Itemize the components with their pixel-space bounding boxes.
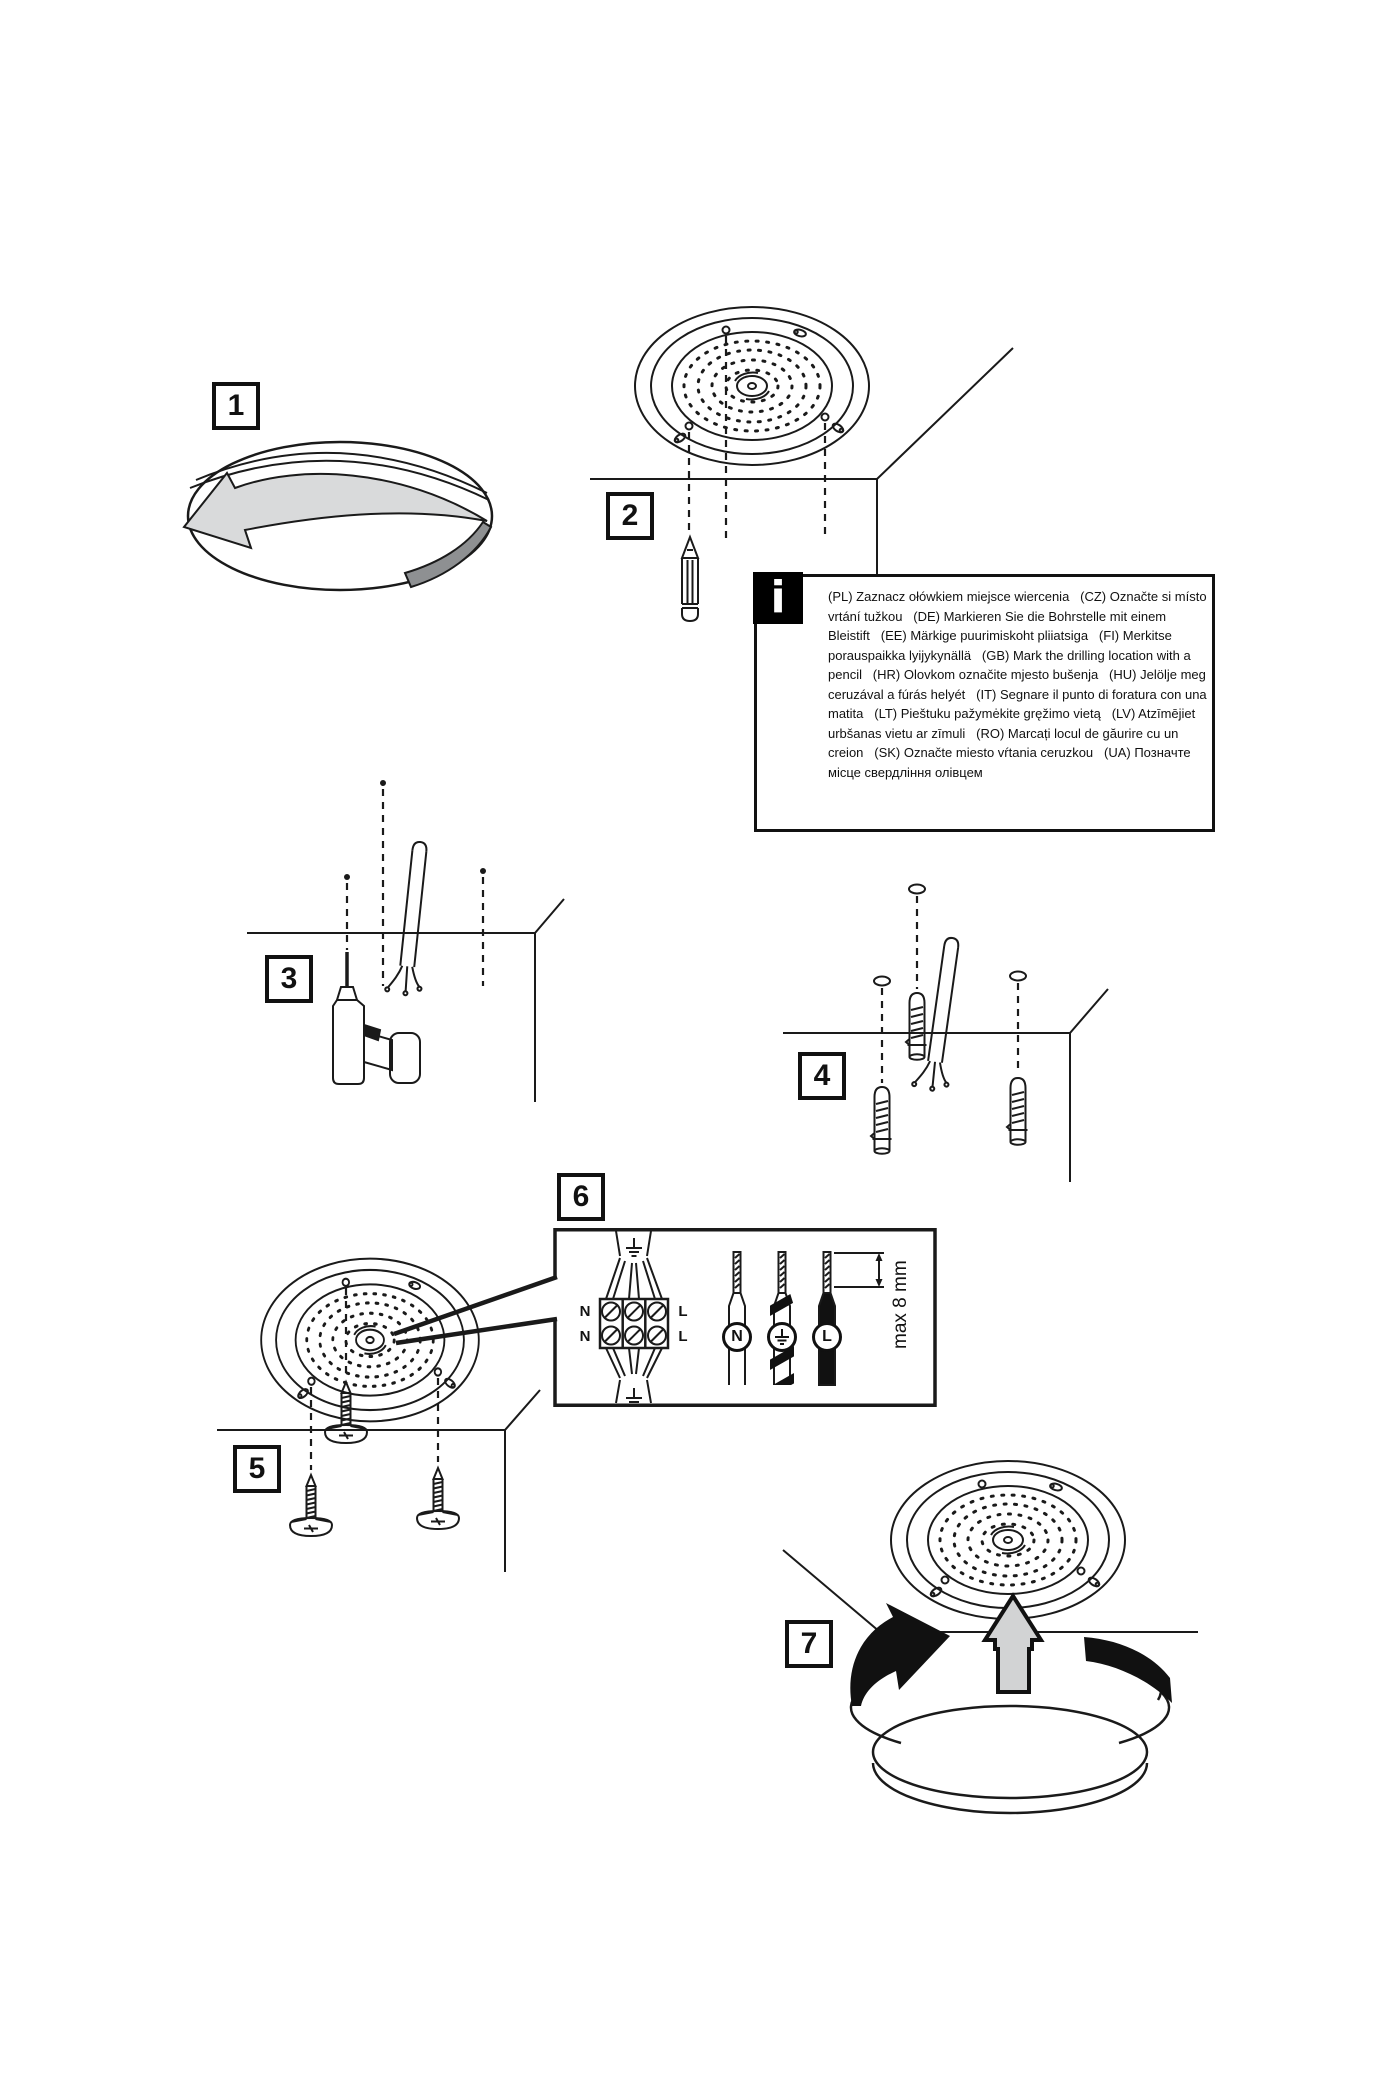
wall-plug-icon — [871, 1087, 892, 1154]
info-icon-glyph: i — [770, 572, 786, 623]
step-7-badge — [785, 1620, 833, 1668]
terminal-label-l-top: L — [678, 1303, 688, 1320]
rotation-arrow-tail-icon — [405, 522, 491, 587]
step-3-badge — [265, 955, 313, 1003]
live-letter: L — [822, 1328, 832, 1345]
strip-length-dimension — [834, 1253, 884, 1287]
screw-icon — [290, 1475, 332, 1536]
mains-cable — [385, 840, 437, 997]
mount-plate-step2 — [635, 307, 869, 465]
earth-icon — [626, 1388, 642, 1406]
rotate-arrow-right-icon — [1084, 1637, 1172, 1703]
step-5-badge — [233, 1445, 281, 1493]
step-2-number: 2 — [621, 499, 639, 532]
wire-neutral — [729, 1252, 745, 1385]
info-text: (PL) Zaznacz ołówkiem miejsce wiercenia (CZ) Označte si místo vrtání tužkou (DE) Markieren Sie die Bohrstelle mit einem Bleistift (EE) Märkige puurimiskoht pliiatsiga (FI) Merkitse porauspaikka lyijykynällä (GB) Mark the drilling location with a pencil (HR) Olovkom označite mjesto bušenja (HU) Jelölje meg ceruzával a fúrás helyét (IT) Segnare il punto di foratura con una matita (LT) Pieštuku pažymėkite gręžimo vietą (LV) Atzīmējiet urbšanas vietu ar zīmuli (RO) Marcați locul de găurire cu un creion (SK) Označte miesto vŕtania ceruzkou (UA) Позначте місце свердління олівцем — [828, 589, 1211, 780]
info-icon — [753, 572, 803, 624]
neutral-wire-label — [722, 1322, 752, 1352]
step-6-number: 6 — [572, 1180, 590, 1213]
step7-scene — [783, 1461, 1198, 1813]
earth-wire-label — [767, 1322, 797, 1352]
step5-scene — [217, 1259, 557, 1572]
step3-scene — [247, 780, 564, 1102]
step-1-number: 1 — [227, 389, 245, 422]
earth-icon — [626, 1238, 642, 1256]
step-4-badge — [798, 1052, 846, 1100]
terminal-block — [600, 1231, 668, 1406]
screw-icon — [417, 1468, 459, 1529]
wire-live — [819, 1252, 835, 1385]
step-7-number: 7 — [800, 1627, 818, 1660]
push-up-arrow-icon — [985, 1596, 1041, 1692]
lamp-cover-step1 — [184, 442, 492, 590]
step-1-badge — [212, 382, 260, 430]
step-6-badge — [557, 1173, 605, 1221]
screw-icon — [325, 1382, 367, 1443]
live-wire-label — [812, 1322, 842, 1352]
wall-plug-icon — [1007, 1078, 1028, 1145]
callout-wedge — [394, 1277, 557, 1343]
neutral-letter: N — [731, 1328, 743, 1345]
rotation-arrow-icon — [184, 473, 487, 548]
wall-plug-icon — [906, 993, 927, 1060]
mount-plate-step7 — [891, 1461, 1125, 1619]
terminal-label-n-bottom: N — [579, 1328, 591, 1345]
max-strip-length-label: max 8 mm — [890, 1260, 911, 1349]
ceiling-step7 — [783, 1550, 1198, 1632]
step-2-badge — [606, 492, 654, 540]
step-4-number: 4 — [813, 1059, 831, 1092]
terminal-label-l-bottom: L — [678, 1328, 688, 1345]
pencil-icon — [682, 537, 698, 621]
step-3-number: 3 — [280, 962, 298, 995]
mount-plate-step5 — [261, 1259, 479, 1422]
step4-scene — [783, 885, 1108, 1183]
earth-icon — [771, 1326, 793, 1348]
drill-mark-dots — [344, 780, 486, 880]
terminal-label-n-top: N — [579, 1303, 591, 1320]
step-5-number: 5 — [248, 1452, 266, 1485]
